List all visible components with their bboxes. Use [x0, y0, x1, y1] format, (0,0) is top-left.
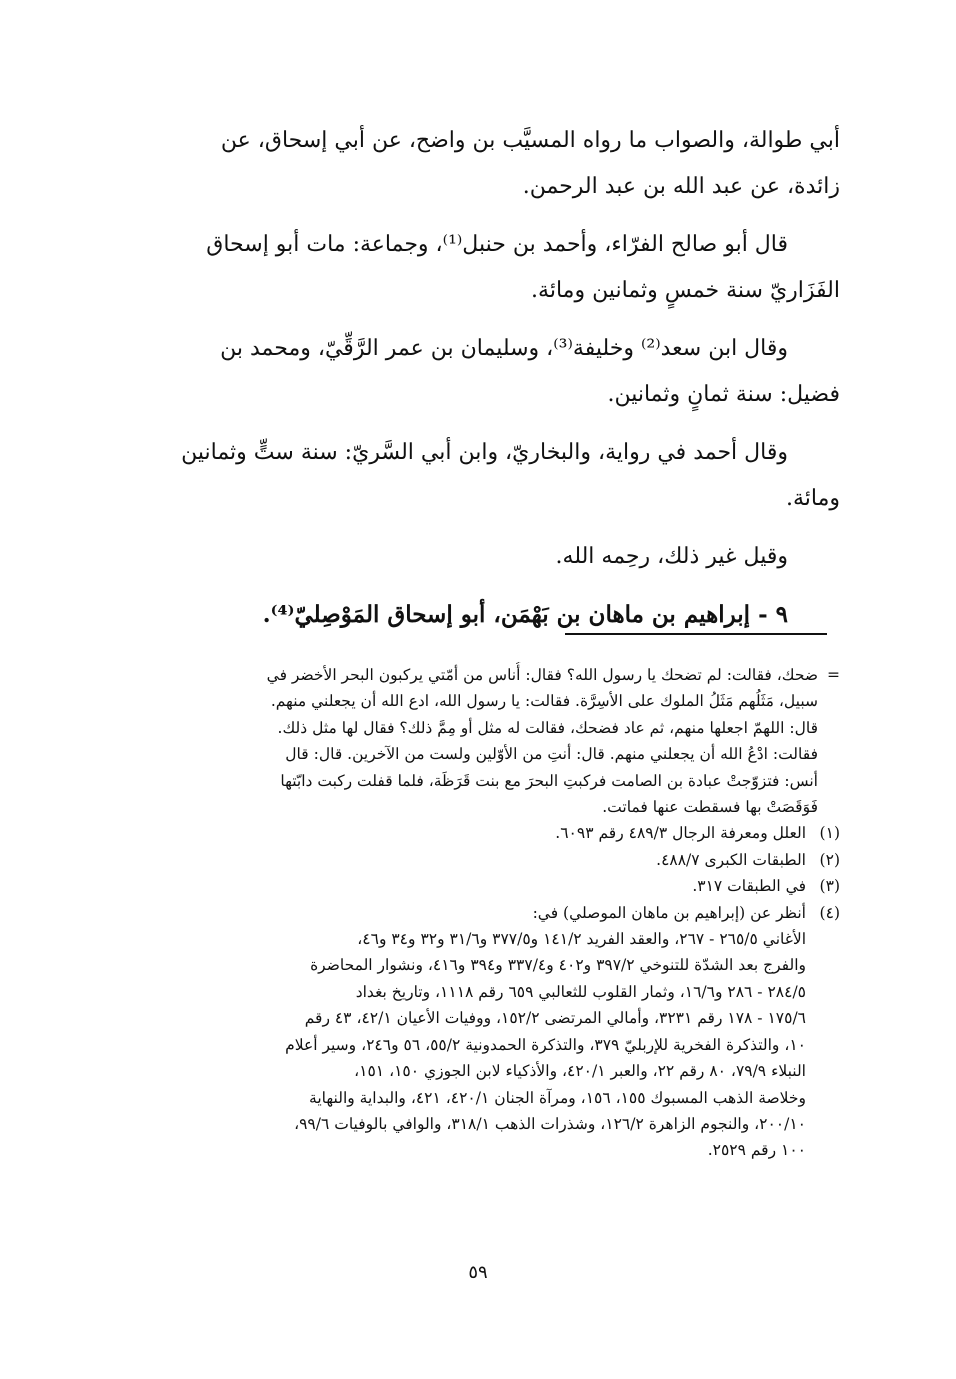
footnote-3 [150, 873, 840, 899]
footnote-4-sources [150, 926, 840, 1164]
paragraph-5 [140, 534, 840, 580]
footnote-2 [150, 847, 840, 873]
footnote-4 [150, 900, 840, 926]
footnote-line: ١٠٠ رقم ٢٥٢٩. [707, 1141, 806, 1160]
footnote-line: ٢٨٤/٥ - ٢٨٦ و١٦/٦، وثمار القلوب للثعالبي ٦٥٩ رقم ١١١٨، وتاريخ بغداد [355, 982, 806, 1001]
text-line: وقيل غير ذلك، رحِمه الله. [555, 544, 788, 569]
footnote-line: فقالت: ادْعُ الله أن يجعلني منهم. قال: أنتِ من الأوّلين ولست من الآخرين. قال: قال [285, 745, 818, 764]
main-text [140, 118, 840, 638]
footnote-line: قال: اللهمّ اجعلها منهم، ثم عاد فضحك، فقالت له مثل أو مِمَّ ذلك؟ فقال لها مثل ذلك. [277, 718, 818, 737]
paragraph-2 [140, 222, 840, 314]
footnote-line: النبلاء ٧٩/٩، ٨٠ رقم ٢٢، والعبر ٤٢٠/١، والأذكياء لابن الجوزي ١٥٠، ١٥١، [354, 1062, 806, 1081]
footnote-text: في الطبقات ٣١٧. [692, 877, 806, 896]
footnote-divider [565, 633, 827, 635]
text-line: الفَزَاريّ سنة خمسٍ وثمانين ومائة. [531, 278, 840, 303]
entry-heading: ٩ - إبراهيم بن ماهان بن بَهْمَن، أبو إسحاق المَوْصِليّ⁽⁴⁾. [262, 601, 788, 628]
footnote-number: (٢) [819, 850, 840, 869]
paragraph-3 [140, 326, 840, 418]
continuation-marker: = [827, 666, 840, 684]
footnote-continuation [150, 662, 840, 820]
text-line: ومائة. [785, 486, 840, 511]
text-line: زائدة، عن عبد الله بن عبد الرحمن. [522, 174, 840, 199]
footnote-line: ٢٠٠/١٠، والنجوم الزاهرة ١٢٦/٢، وشذرات الذهب ٣١٨/١، والوافي بالوفيات ٩٩/٦، [294, 1114, 806, 1133]
footnote-line: وخلاصة الذهب المسبوك ١٥٥، ١٥٦، ومرآة الجنان ٤٢٠/١، ٤٢١، والبداية والنهاية [309, 1088, 806, 1107]
footnote-line: ١٠، والتذكرة الفخرية للإربليّ ٣٧٩، والتذكرة الحمدونية ٥٥/٢، ٥٦ و٢٤٦، وسير أعلام [285, 1035, 806, 1054]
footnote-number: (٤) [819, 903, 840, 922]
footnotes [150, 662, 840, 1164]
footnote-line: أنس: فتزوّجتْ عبادة بن الصامت فركبتِ البحرَ مع بنت قَرَظَة، فلما قفلت ركبت دابّتها [280, 771, 818, 790]
footnote-line: فَوَقَصَتْ بها فسقطت عنها فماتت. [602, 798, 818, 817]
footnote-line: ١٧٥/٦ - ١٧٨ رقم ٣٢٣١، وأمالي المرتضى ١٥٢/٢، ووفيات الأعيان ٤٢/١، ٤٣ رقم [304, 1009, 806, 1028]
text-line: وقال ابن سعد⁽²⁾ وخليفة⁽³⁾، وسليمان بن عمر الرَّقِّيّ، ومحمد بن [220, 336, 788, 361]
footnote-1 [150, 820, 840, 846]
footnote-line: سبيل، مَثَلُهم مَثَلُ الملوك على الأسِرَّة. فقالت: يا رسول الله، ادع الله أن يجعلني منهم. [270, 692, 818, 711]
text-line: وقال أحمد في رواية، والبخاريّ، وابن أبي السَّريّ: سنة ستٍّ وثمانين [181, 440, 788, 465]
footnote-text: أنظر عن (إبراهيم بن ماهان الموصلي) في: [532, 903, 806, 922]
footnote-line: ضحك، فقالت: لم تضحك يا رسول الله؟ فقال: أُناس من أمّتي يركبون البحر الأخضر في [266, 666, 818, 684]
footnote-text: الطبقات الكبرى ٤٨٨/٧. [656, 850, 806, 869]
page-number: ٥٩ [468, 1262, 488, 1283]
footnote-number: (٣) [819, 877, 840, 896]
footnote-text: العلل ومعرفة الرجال ٤٨٩/٣ رقم ٦٠٩٣. [555, 824, 806, 843]
footnote-number: (١) [819, 824, 840, 843]
text-line: قال أبو صالح الفرّاء، وأحمد بن حنبل⁽¹⁾، وجماعة: مات أبو إسحاق [206, 232, 788, 257]
paragraph-4 [140, 430, 840, 522]
footnote-line: الأغاني ٢٦٥/٥ - ٢٦٧، والعقد الفريد ١٤١/٢ و٣٧٧/٥ و٣١/٦ و٣٢ و٣٤ و٤٦، [357, 930, 806, 949]
footnote-line: والفرج بعد الشدّة للتنوخي ٣٩٧/٢ و٤٠٢ و٣٣٧/٤ و٣٩٤ و٤١٦، ونشوار المحاضرة [310, 956, 806, 975]
text-line: فضيل: سنة ثمانٍ وثمانين. [607, 382, 840, 407]
paragraph-1 [140, 118, 840, 210]
text-line: أبي طوالة، والصواب ما رواه المسيَّب بن واضح، عن أبي إسحاق، عن [220, 128, 840, 153]
